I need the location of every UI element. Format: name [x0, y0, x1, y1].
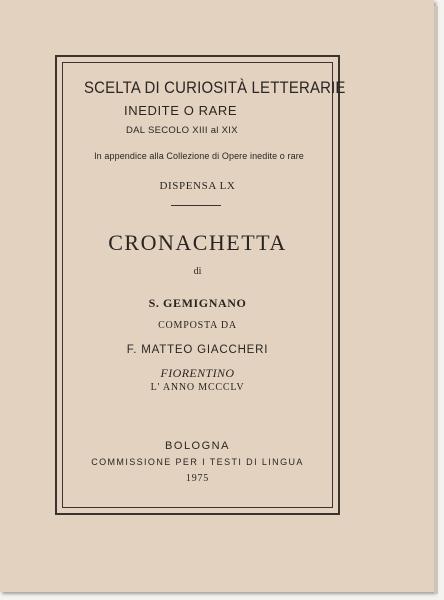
- book-title: CRONACHETTA: [108, 230, 287, 255]
- composed-by-label: COMPOSTA DA: [158, 320, 237, 331]
- publication-year: 1975: [185, 473, 210, 484]
- page-edge: [434, 6, 438, 594]
- title-connector: di: [193, 266, 202, 277]
- year-written: L' ANNO MCCCLV: [150, 382, 245, 393]
- publisher-city: BOLOGNA: [165, 440, 230, 452]
- appendix-note: In appendice alla Collezione di Opere inedite o rare: [94, 151, 304, 161]
- series-subtitle: INEDITE O RARE: [124, 103, 238, 118]
- issue-number: DISPENSA LX: [159, 180, 236, 192]
- author-name: F. MATTEO GIACCHERI: [126, 344, 269, 356]
- place-name: S. GEMIGNANO: [148, 296, 247, 310]
- author-origin: FIORENTINO: [160, 366, 235, 380]
- divider-rule: [171, 205, 221, 206]
- series-title: SCELTA DI CURIOSITÀ LETTERARIE: [84, 78, 346, 97]
- publisher-name: COMMISSIONE PER I TESTI DI LINGUA: [91, 457, 304, 467]
- series-period: DAL SECOLO XIII al XIX: [126, 125, 238, 136]
